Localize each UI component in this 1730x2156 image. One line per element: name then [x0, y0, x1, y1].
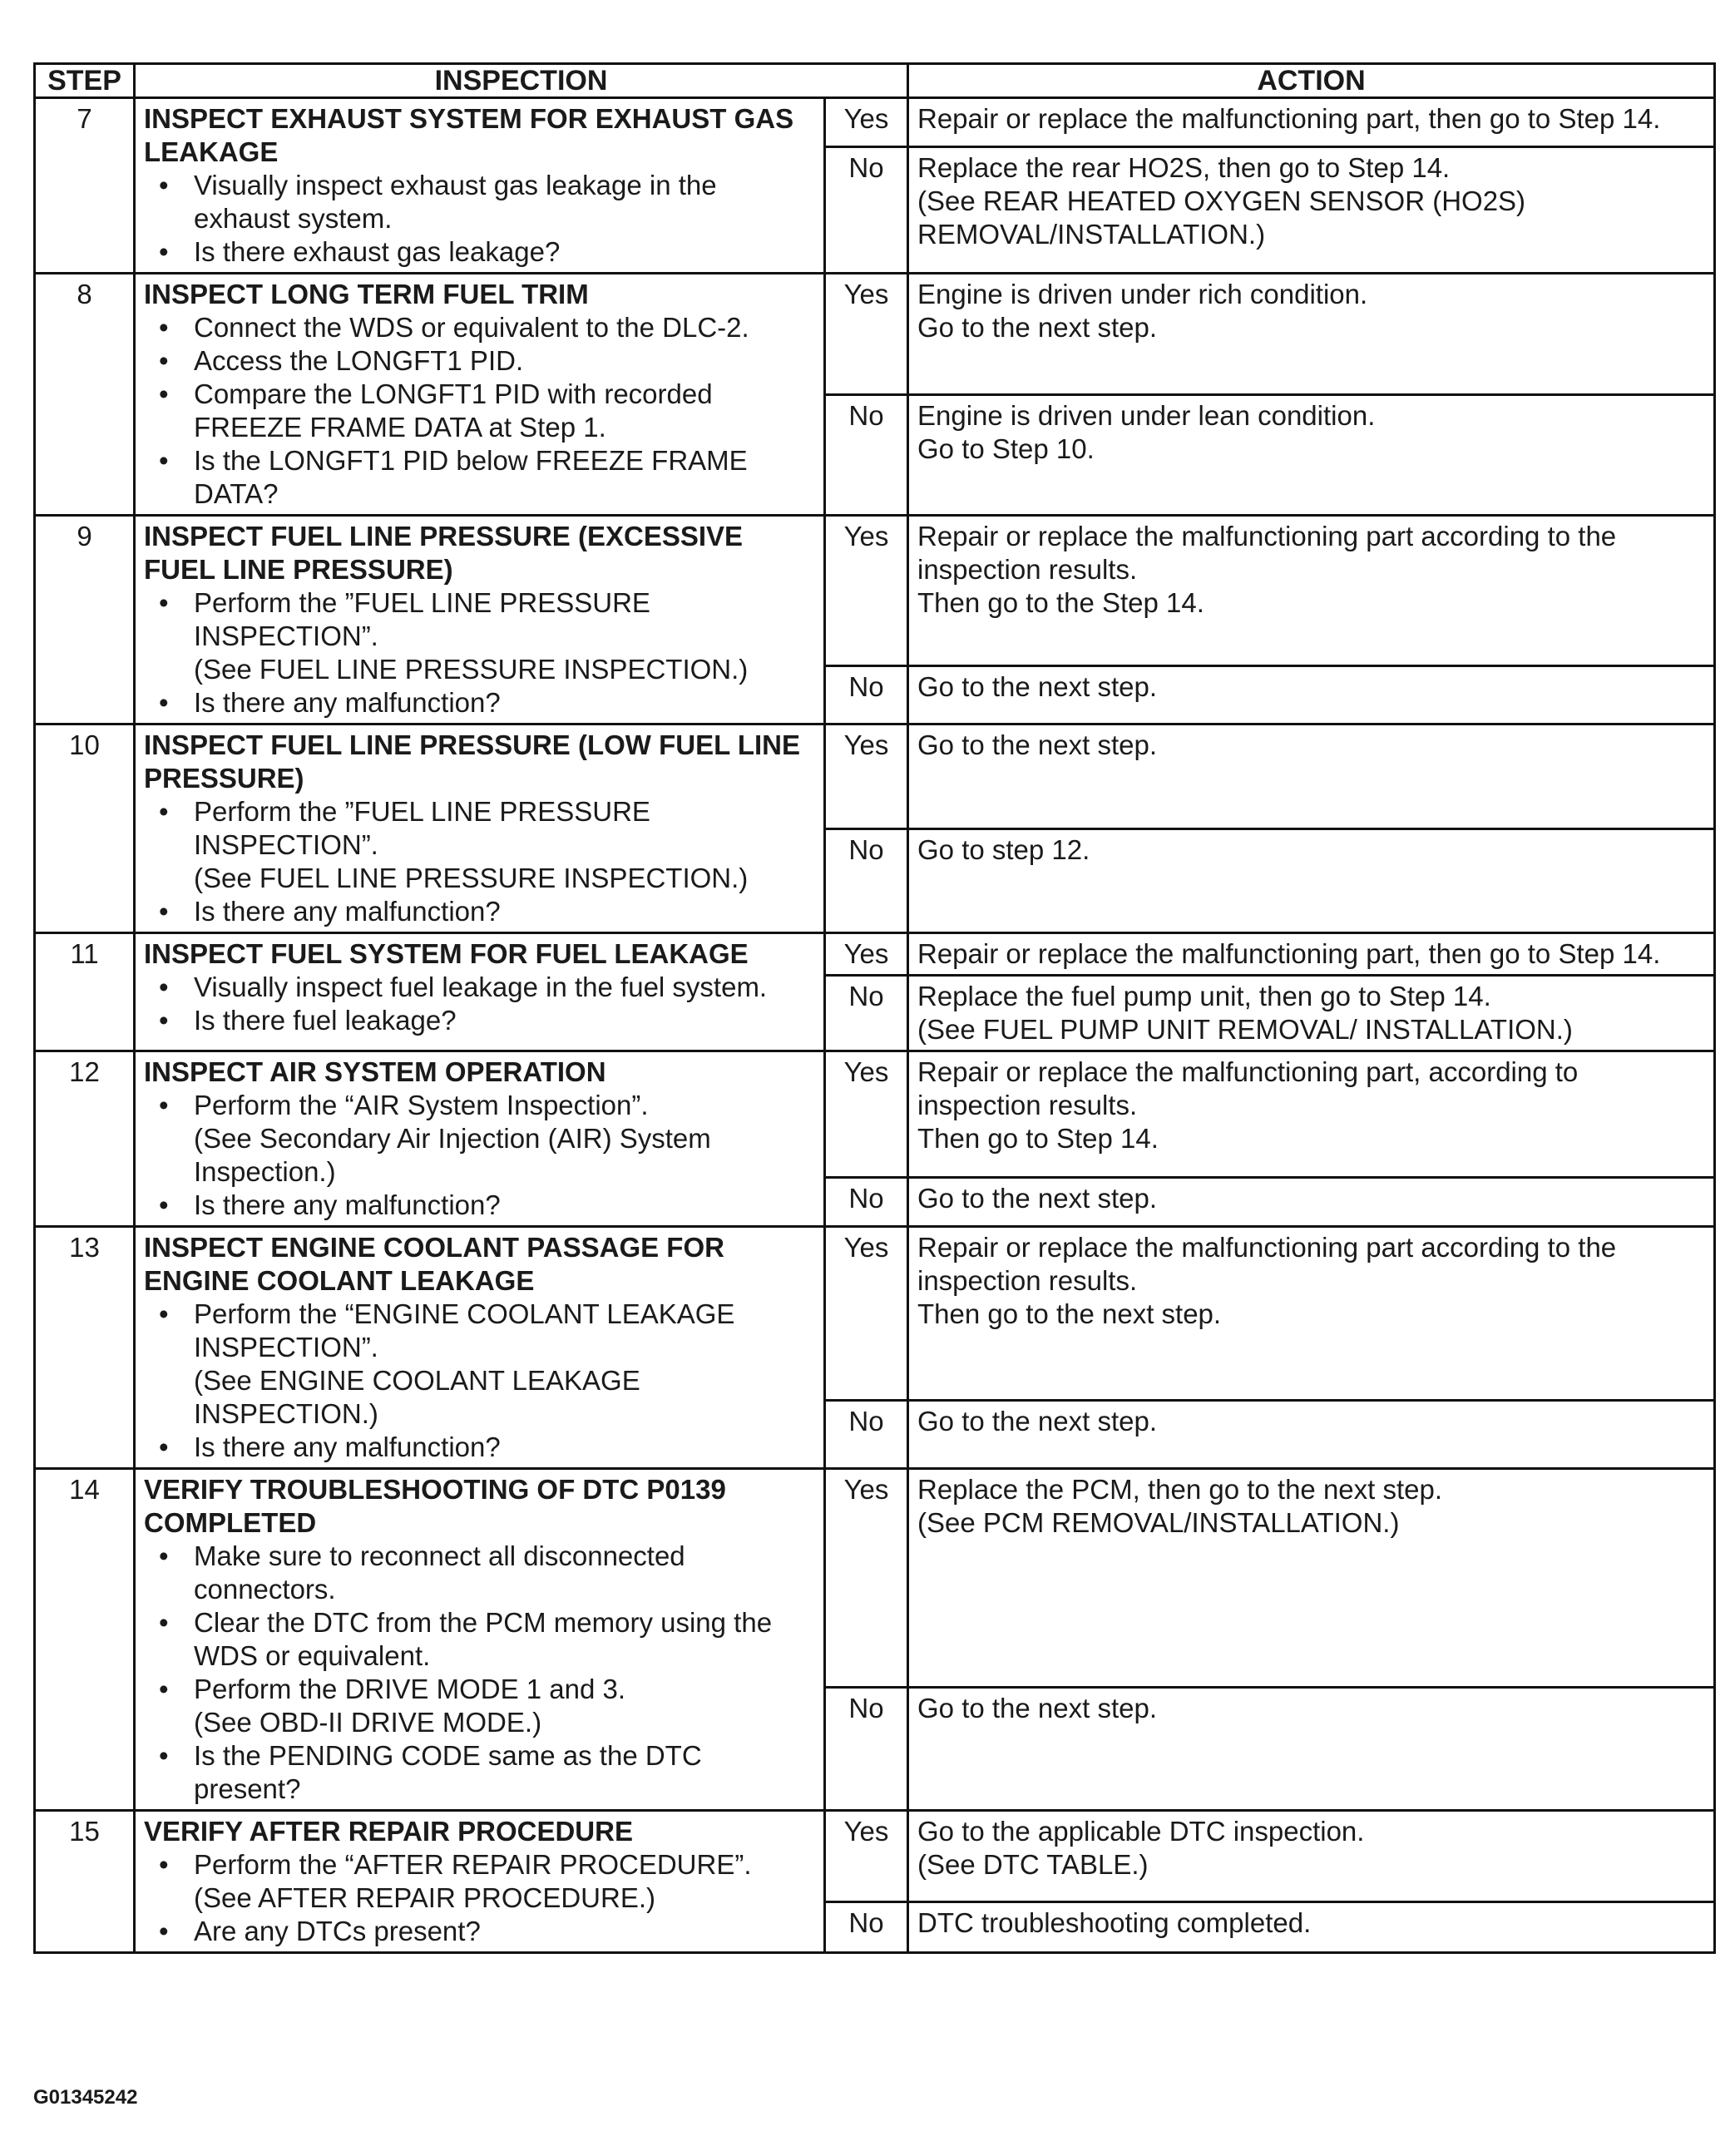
- answer-no: No: [825, 394, 908, 516]
- step-number: 9: [35, 516, 135, 724]
- bullet-text: Is there exhaust gas leakage?: [194, 236, 561, 267]
- bullet-dot-icon: •: [159, 378, 169, 409]
- inspection-cell: [135, 98, 825, 274]
- bullet-text: Perform the ”FUEL LINE PRESSURE INSPECTION”. (See FUEL LINE PRESSURE INSPECTION.): [194, 587, 749, 685]
- inspection-bullet: [144, 311, 815, 344]
- bullet-dot-icon: •: [159, 1298, 169, 1329]
- inspection-bullets: [144, 971, 815, 1037]
- inspection-bullet: [144, 1739, 815, 1806]
- bullet-text: Is the PENDING CODE same as the DTC present?: [194, 1740, 702, 1804]
- action-yes: Repair or replace the malfunctioning part according to the inspection results. Then go to the Step 14.: [908, 516, 1715, 666]
- bullet-dot-icon: •: [159, 170, 169, 200]
- table-row: [35, 1469, 1715, 1688]
- inspection-bullet: [144, 235, 815, 269]
- table-row: [35, 516, 1715, 666]
- inspection-cell: [135, 1469, 825, 1811]
- action-yes: Repair or replace the malfunctioning part, according to inspection results. Then go to Step 14.: [908, 1051, 1715, 1178]
- answer-no: No: [825, 976, 908, 1051]
- action-no: Replace the fuel pump unit, then go to Step 14. (See FUEL PUMP UNIT REMOVAL/ INSTALLATION.): [908, 976, 1715, 1051]
- table-row: [35, 1227, 1715, 1401]
- action-no: Engine is driven under lean condition. Go to Step 10.: [908, 394, 1715, 516]
- answer-no: No: [825, 1901, 908, 1952]
- bullet-text: Make sure to reconnect all disconnected connectors.: [194, 1540, 685, 1605]
- header-action: ACTION: [908, 64, 1715, 98]
- bullet-text: Is there any malfunction?: [194, 687, 501, 718]
- answer-yes: Yes: [825, 1469, 908, 1688]
- table-row: [35, 724, 1715, 829]
- bullet-text: Is there any malfunction?: [194, 896, 501, 927]
- bullet-dot-icon: •: [159, 972, 169, 1002]
- inspection-cell: [135, 516, 825, 724]
- inspection-bullet: [144, 1004, 815, 1037]
- figure-code: G01345242: [33, 2086, 138, 2109]
- table-row: [35, 274, 1715, 395]
- bullet-text: Visually inspect fuel leakage in the fuel system.: [194, 972, 768, 1002]
- action-yes: Repair or replace the malfunctioning part, then go to Step 14.: [908, 98, 1715, 147]
- answer-yes: Yes: [825, 1811, 908, 1902]
- step-number: 11: [35, 933, 135, 1051]
- bullet-text: Is there any malfunction?: [194, 1189, 501, 1220]
- inspection-title: INSPECT FUEL LINE PRESSURE (LOW FUEL LINE PRESSURE): [144, 729, 801, 794]
- inspection-bullet: [144, 895, 815, 928]
- answer-yes: Yes: [825, 98, 908, 147]
- table-row: [35, 98, 1715, 147]
- inspection-bullets: [144, 586, 815, 719]
- bullet-text: Is the LONGFT1 PID below FREEZE FRAME DATA?: [194, 445, 748, 509]
- bullet-dot-icon: •: [159, 1674, 169, 1704]
- bullet-text: Are any DTCs present?: [194, 1916, 481, 1946]
- bullet-dot-icon: •: [159, 587, 169, 618]
- step-number: 15: [35, 1811, 135, 1953]
- inspection-title: VERIFY AFTER REPAIR PROCEDURE: [144, 1816, 633, 1847]
- bullet-dot-icon: •: [159, 345, 169, 376]
- bullet-dot-icon: •: [159, 687, 169, 718]
- inspection-bullets: [144, 795, 815, 928]
- inspection-bullet: [144, 795, 815, 895]
- action-yes: Go to the applicable DTC inspection. (See DTC TABLE.): [908, 1811, 1715, 1902]
- bullet-dot-icon: •: [159, 445, 169, 476]
- inspection-cell: [135, 274, 825, 516]
- bullet-text: Perform the “AIR System Inspection”. (See Secondary Air Injection (AIR) System Inspection.): [194, 1090, 711, 1187]
- inspection-bullets: [144, 1089, 815, 1222]
- action-no: Go to the next step.: [908, 1688, 1715, 1811]
- table-row: [35, 933, 1715, 976]
- answer-yes: Yes: [825, 1051, 908, 1178]
- answer-yes: Yes: [825, 516, 908, 666]
- action-no: Replace the rear HO2S, then go to Step 14. (See REAR HEATED OXYGEN SENSOR (HO2S) REMOVAL/INSTALLATION.): [908, 147, 1715, 274]
- action-no: Go to the next step.: [908, 1401, 1715, 1469]
- answer-yes: Yes: [825, 933, 908, 976]
- step-number: 8: [35, 274, 135, 516]
- inspection-title: INSPECT EXHAUST SYSTEM FOR EXHAUST GAS LEAKAGE: [144, 103, 794, 167]
- answer-no: No: [825, 665, 908, 724]
- bullet-text: Compare the LONGFT1 PID with recorded FREEZE FRAME DATA at Step 1.: [194, 378, 713, 443]
- bullet-text: Clear the DTC from the PCM memory using the WDS or equivalent.: [194, 1607, 773, 1671]
- inspection-cell: [135, 933, 825, 1051]
- inspection-bullet: [144, 1915, 815, 1948]
- inspection-bullet: [144, 1606, 815, 1673]
- inspection-bullet: [144, 344, 815, 378]
- table-header-row: [35, 64, 1715, 98]
- bullet-text: Perform the ”FUEL LINE PRESSURE INSPECTION”. (See FUEL LINE PRESSURE INSPECTION.): [194, 796, 749, 893]
- answer-yes: Yes: [825, 274, 908, 395]
- inspection-bullet: [144, 1189, 815, 1222]
- action-no: Go to step 12.: [908, 828, 1715, 933]
- bullet-dot-icon: •: [159, 1090, 169, 1120]
- inspection-bullets: [144, 1298, 815, 1464]
- bullet-dot-icon: •: [159, 1005, 169, 1036]
- inspection-bullet: [144, 1673, 815, 1739]
- bullet-dot-icon: •: [159, 1189, 169, 1220]
- inspection-bullet: [144, 1298, 815, 1431]
- bullet-dot-icon: •: [159, 1540, 169, 1571]
- inspection-title: VERIFY TROUBLESHOOTING OF DTC P0139 COMPLETED: [144, 1474, 726, 1538]
- action-yes: Repair or replace the malfunctioning part, then go to Step 14.: [908, 933, 1715, 976]
- inspection-bullet: [144, 686, 815, 719]
- action-yes: Replace the PCM, then go to the next step. (See PCM REMOVAL/INSTALLATION.): [908, 1469, 1715, 1688]
- inspection-cell: [135, 724, 825, 933]
- action-no: Go to the next step.: [908, 1177, 1715, 1226]
- inspection-bullet: [144, 971, 815, 1004]
- bullet-text: Perform the “AFTER REPAIR PROCEDURE”. (See AFTER REPAIR PROCEDURE.): [194, 1849, 752, 1913]
- answer-no: No: [825, 1401, 908, 1469]
- step-number: 10: [35, 724, 135, 933]
- table-row: [35, 1811, 1715, 1902]
- bullet-text: Perform the “ENGINE COOLANT LEAKAGE INSPECTION”. (See ENGINE COOLANT LEAKAGE INSPECTION.): [194, 1298, 735, 1429]
- bullet-text: Perform the DRIVE MODE 1 and 3. (See OBD-II DRIVE MODE.): [194, 1674, 626, 1738]
- inspection-bullets: [144, 311, 815, 511]
- action-no: DTC troubleshooting completed.: [908, 1901, 1715, 1952]
- answer-yes: Yes: [825, 724, 908, 829]
- bullet-text: Is there any malfunction?: [194, 1432, 501, 1462]
- inspection-cell: [135, 1051, 825, 1227]
- bullet-dot-icon: •: [159, 1849, 169, 1880]
- action-yes: Go to the next step.: [908, 724, 1715, 829]
- step-number: 12: [35, 1051, 135, 1227]
- step-number: 7: [35, 98, 135, 274]
- inspection-bullets: [144, 1848, 815, 1948]
- bullet-text: Visually inspect exhaust gas leakage in the exhaust system.: [194, 170, 717, 234]
- inspection-title: INSPECT ENGINE COOLANT PASSAGE FOR ENGINE COOLANT LEAKAGE: [144, 1232, 724, 1296]
- inspection-bullet: [144, 1089, 815, 1189]
- bullet-dot-icon: •: [159, 312, 169, 343]
- step-number: 13: [35, 1227, 135, 1469]
- bullet-dot-icon: •: [159, 1432, 169, 1462]
- inspection-bullets: [144, 169, 815, 269]
- answer-yes: Yes: [825, 1227, 908, 1401]
- inspection-bullet: [144, 169, 815, 235]
- bullet-dot-icon: •: [159, 796, 169, 827]
- inspection-title: INSPECT FUEL LINE PRESSURE (EXCESSIVE FUEL LINE PRESSURE): [144, 521, 744, 585]
- diagnostic-table: [33, 62, 1716, 1954]
- diagnostic-table-sheet: [33, 62, 1713, 1954]
- answer-no: No: [825, 1177, 908, 1226]
- inspection-bullet: [144, 586, 815, 686]
- inspection-bullet: [144, 378, 815, 444]
- inspection-title: INSPECT FUEL SYSTEM FOR FUEL LEAKAGE: [144, 938, 749, 969]
- inspection-bullet: [144, 444, 815, 511]
- answer-no: No: [825, 1688, 908, 1811]
- bullet-dot-icon: •: [159, 1607, 169, 1638]
- header-step: STEP: [35, 64, 135, 98]
- bullet-dot-icon: •: [159, 1740, 169, 1771]
- bullet-dot-icon: •: [159, 236, 169, 267]
- action-yes: Engine is driven under rich condition. Go to the next step.: [908, 274, 1715, 395]
- bullet-text: Connect the WDS or equivalent to the DLC-2.: [194, 312, 749, 343]
- inspection-cell: [135, 1811, 825, 1953]
- bullet-dot-icon: •: [159, 896, 169, 927]
- answer-no: No: [825, 147, 908, 274]
- bullet-text: Is there fuel leakage?: [194, 1005, 457, 1036]
- header-inspection: INSPECTION: [135, 64, 908, 98]
- bullet-dot-icon: •: [159, 1916, 169, 1946]
- step-number: 14: [35, 1469, 135, 1811]
- inspection-bullet: [144, 1431, 815, 1464]
- table-row: [35, 1051, 1715, 1178]
- inspection-bullet: [144, 1848, 815, 1915]
- answer-no: No: [825, 828, 908, 933]
- bullet-text: Access the LONGFT1 PID.: [194, 345, 524, 376]
- action-yes: Repair or replace the malfunctioning part according to the inspection results. Then go to the next step.: [908, 1227, 1715, 1401]
- inspection-title: INSPECT AIR SYSTEM OPERATION: [144, 1056, 606, 1087]
- inspection-title: INSPECT LONG TERM FUEL TRIM: [144, 279, 589, 309]
- inspection-bullets: [144, 1540, 815, 1806]
- action-no: Go to the next step.: [908, 665, 1715, 724]
- inspection-bullet: [144, 1540, 815, 1606]
- inspection-cell: [135, 1227, 825, 1469]
